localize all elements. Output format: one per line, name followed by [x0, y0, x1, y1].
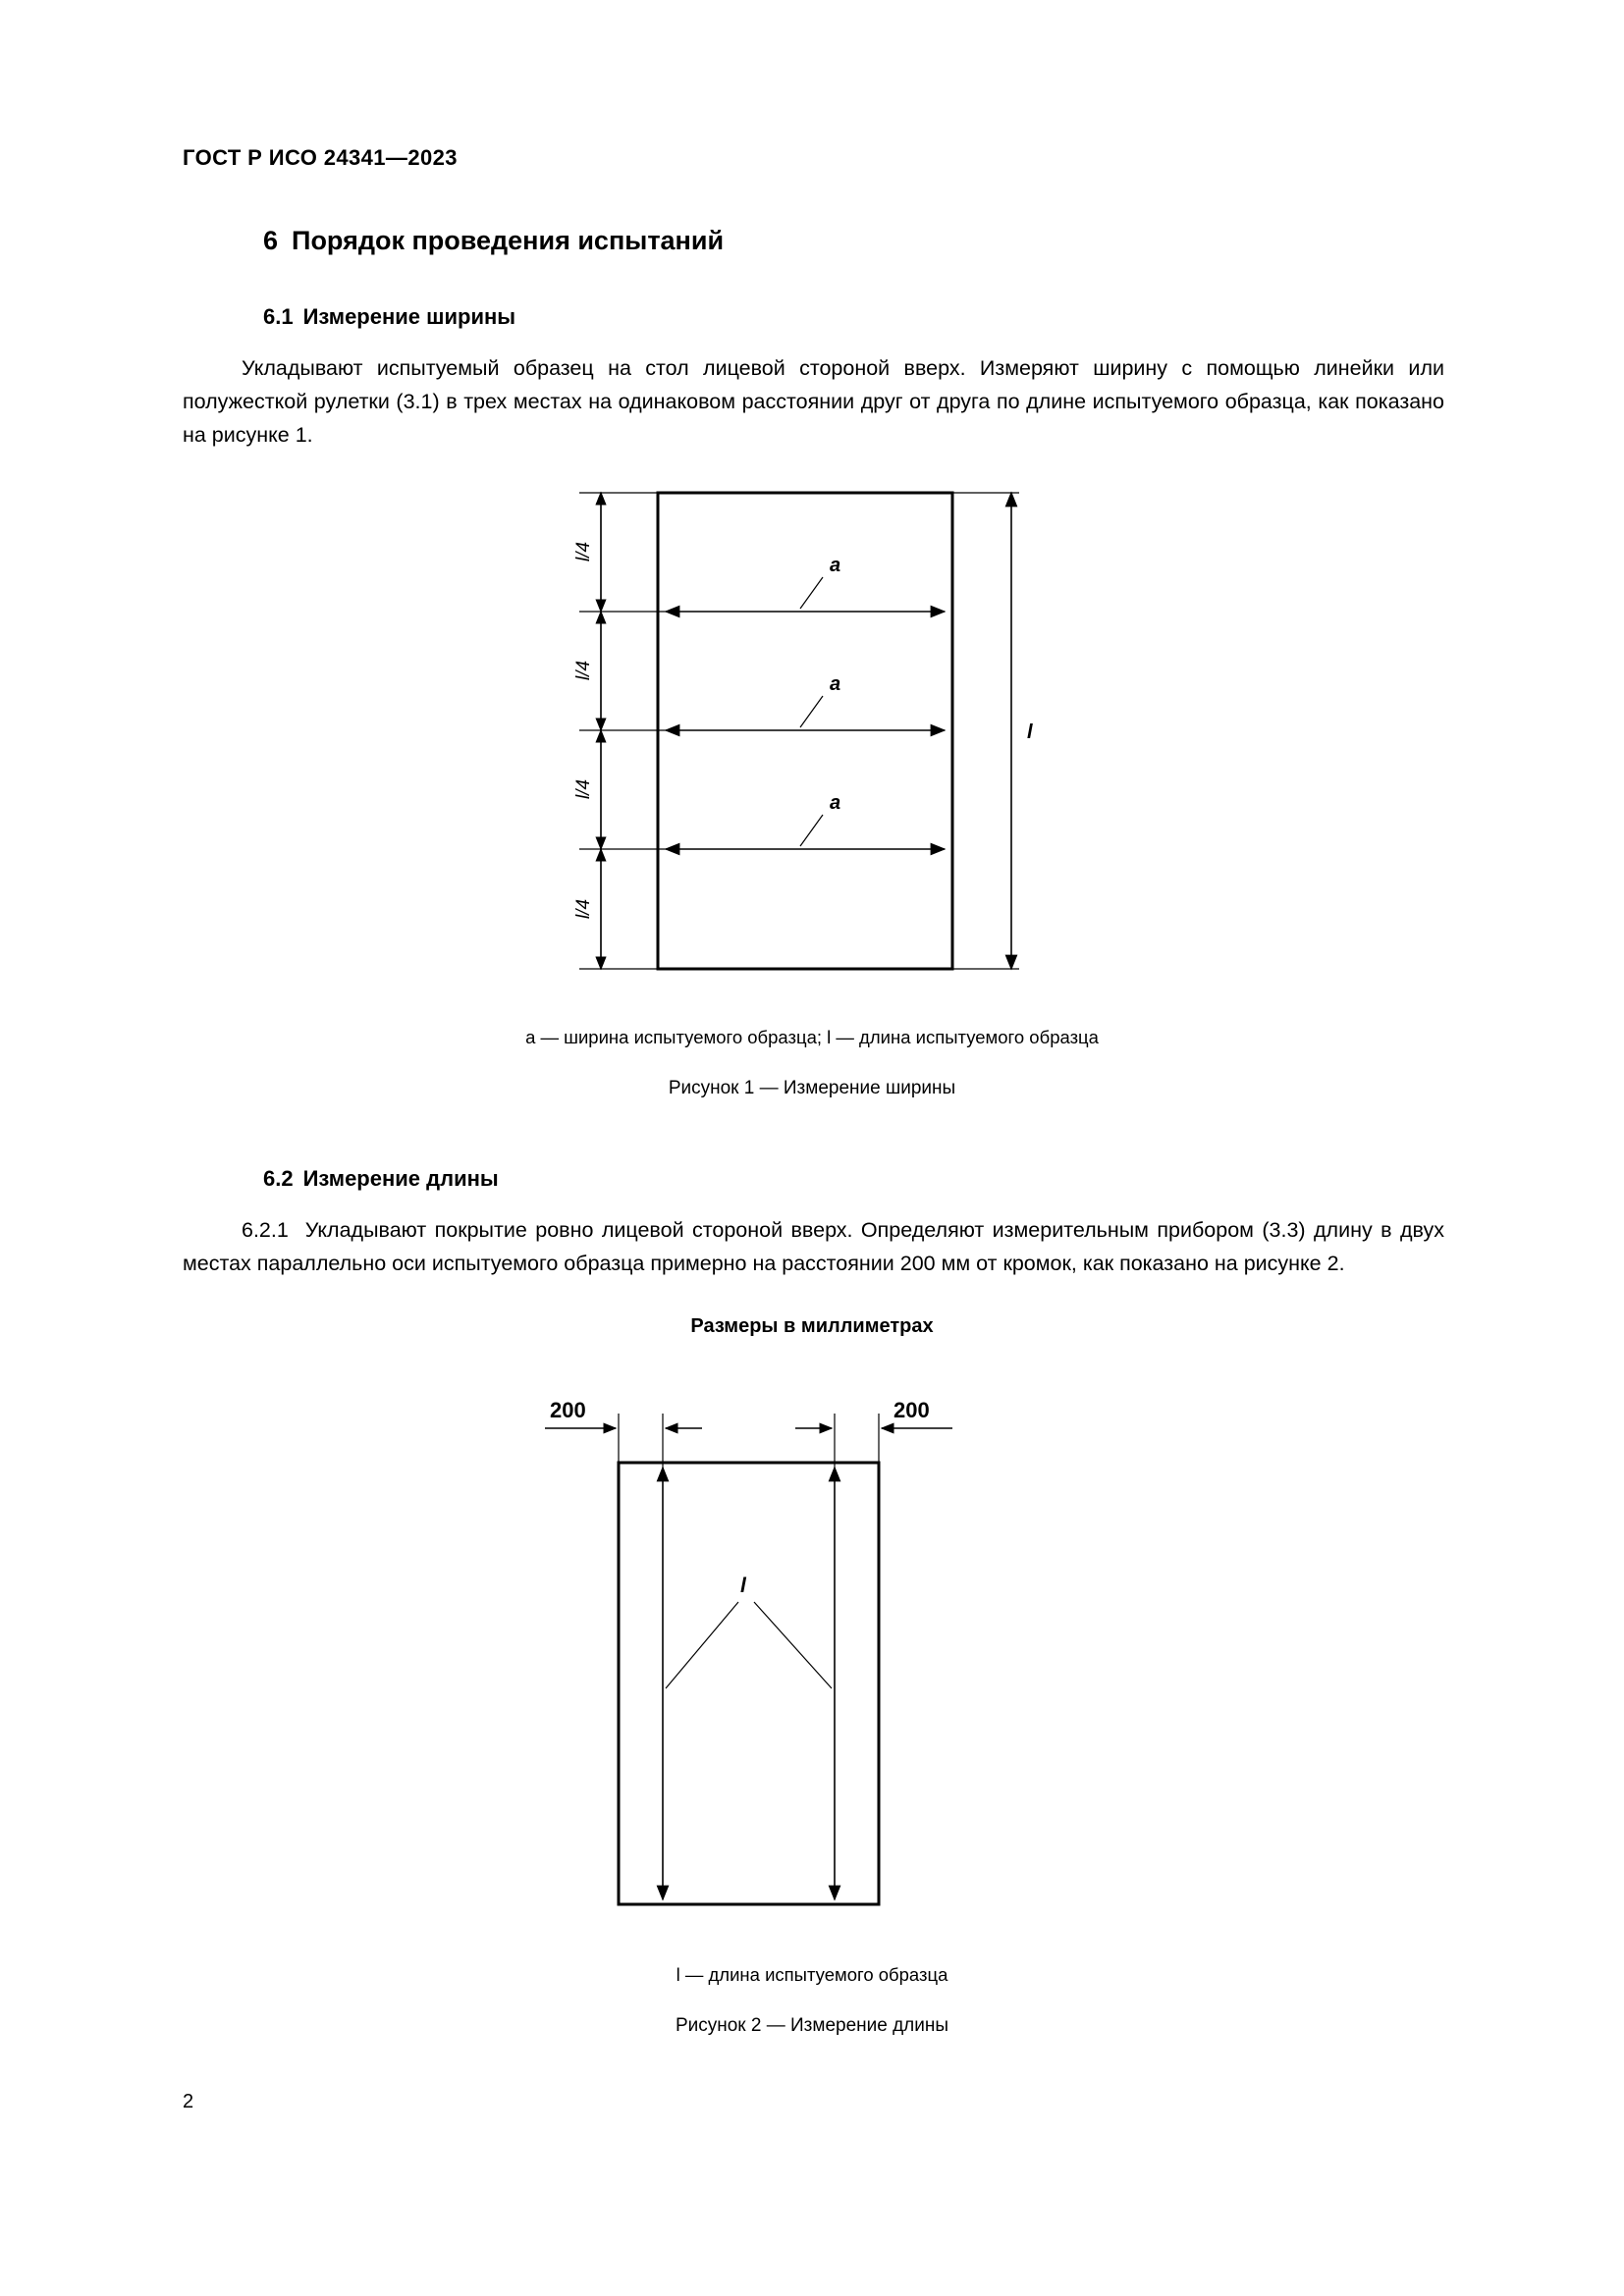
figure-2-drawing	[491, 1374, 1139, 1944]
section-title: Порядок проведения испытаний	[292, 226, 725, 255]
paragraph-number: 6.2.1	[242, 1218, 289, 1242]
quarter-label-3: l/4	[573, 778, 594, 800]
quarter-label-2: l/4	[573, 660, 594, 681]
subsection-number: 6.1	[263, 304, 294, 329]
subsection-title: Измерение длины	[302, 1166, 499, 1191]
figure-1-legend	[0, 1027, 1624, 1048]
figure-1	[550, 471, 1080, 996]
length-label: l	[1027, 721, 1033, 743]
subsection-title: Измерение ширины	[302, 304, 516, 329]
figure-2-dimensions-note: Размеры в миллиметрах	[690, 1315, 934, 1337]
section-heading-6-1	[263, 304, 515, 330]
subsection-number: 6.2	[263, 1166, 294, 1191]
figure-2-legend	[0, 1964, 1624, 1986]
figure-2-caption: Рисунок 2 — Измерение длины	[675, 2015, 949, 2036]
width-label-3: a	[830, 792, 841, 814]
page-header: ГОСТ Р ИСО 24341—2023	[183, 145, 458, 170]
paragraph-6-1	[183, 351, 1444, 452]
paragraph-text: Укладывают покрытие ровно лицевой стороной вверх. Определяют измерительным прибором (3.3) длину в двух местах параллельно оси испытуемого образца примерно на расстоянии 200 мм от кромок, как показано на рисунке 2.	[183, 1218, 1444, 1275]
quarter-label-4: l/4	[573, 898, 594, 920]
figure-1-legend-text: a — ширина испытуемого образца; l — длина испытуемого образца	[525, 1027, 1099, 1047]
width-label-2: a	[830, 673, 841, 695]
paragraph-text: Укладывают испытуемый образец на стол лицевой стороной вверх. Измеряют ширину с помощью линейки или полужесткой рулетки (3.1) в трех местах на одинаковом расстоянии друг от друга по длине испытуемого образца, как показано на рисунке 1.	[183, 356, 1444, 447]
length-label: l	[740, 1575, 746, 1597]
figure-2	[491, 1374, 1139, 1949]
figure-1-drawing	[550, 471, 1080, 991]
figure-1-caption: Рисунок 1 — Измерение ширины	[668, 1078, 956, 1098]
section-heading-6-2	[263, 1166, 499, 1192]
dimension-200-right: 200	[893, 1398, 930, 1422]
paragraph-6-2-1	[183, 1213, 1444, 1280]
section-heading-6	[263, 226, 724, 256]
quarter-label-1: l/4	[573, 541, 594, 562]
page-number: 2	[183, 2091, 194, 2112]
section-number: 6	[263, 226, 279, 255]
figure-2-legend-text: l — длина испытуемого образца	[676, 1964, 948, 1985]
width-label-1: a	[830, 555, 841, 576]
dimension-200-left: 200	[550, 1398, 586, 1422]
